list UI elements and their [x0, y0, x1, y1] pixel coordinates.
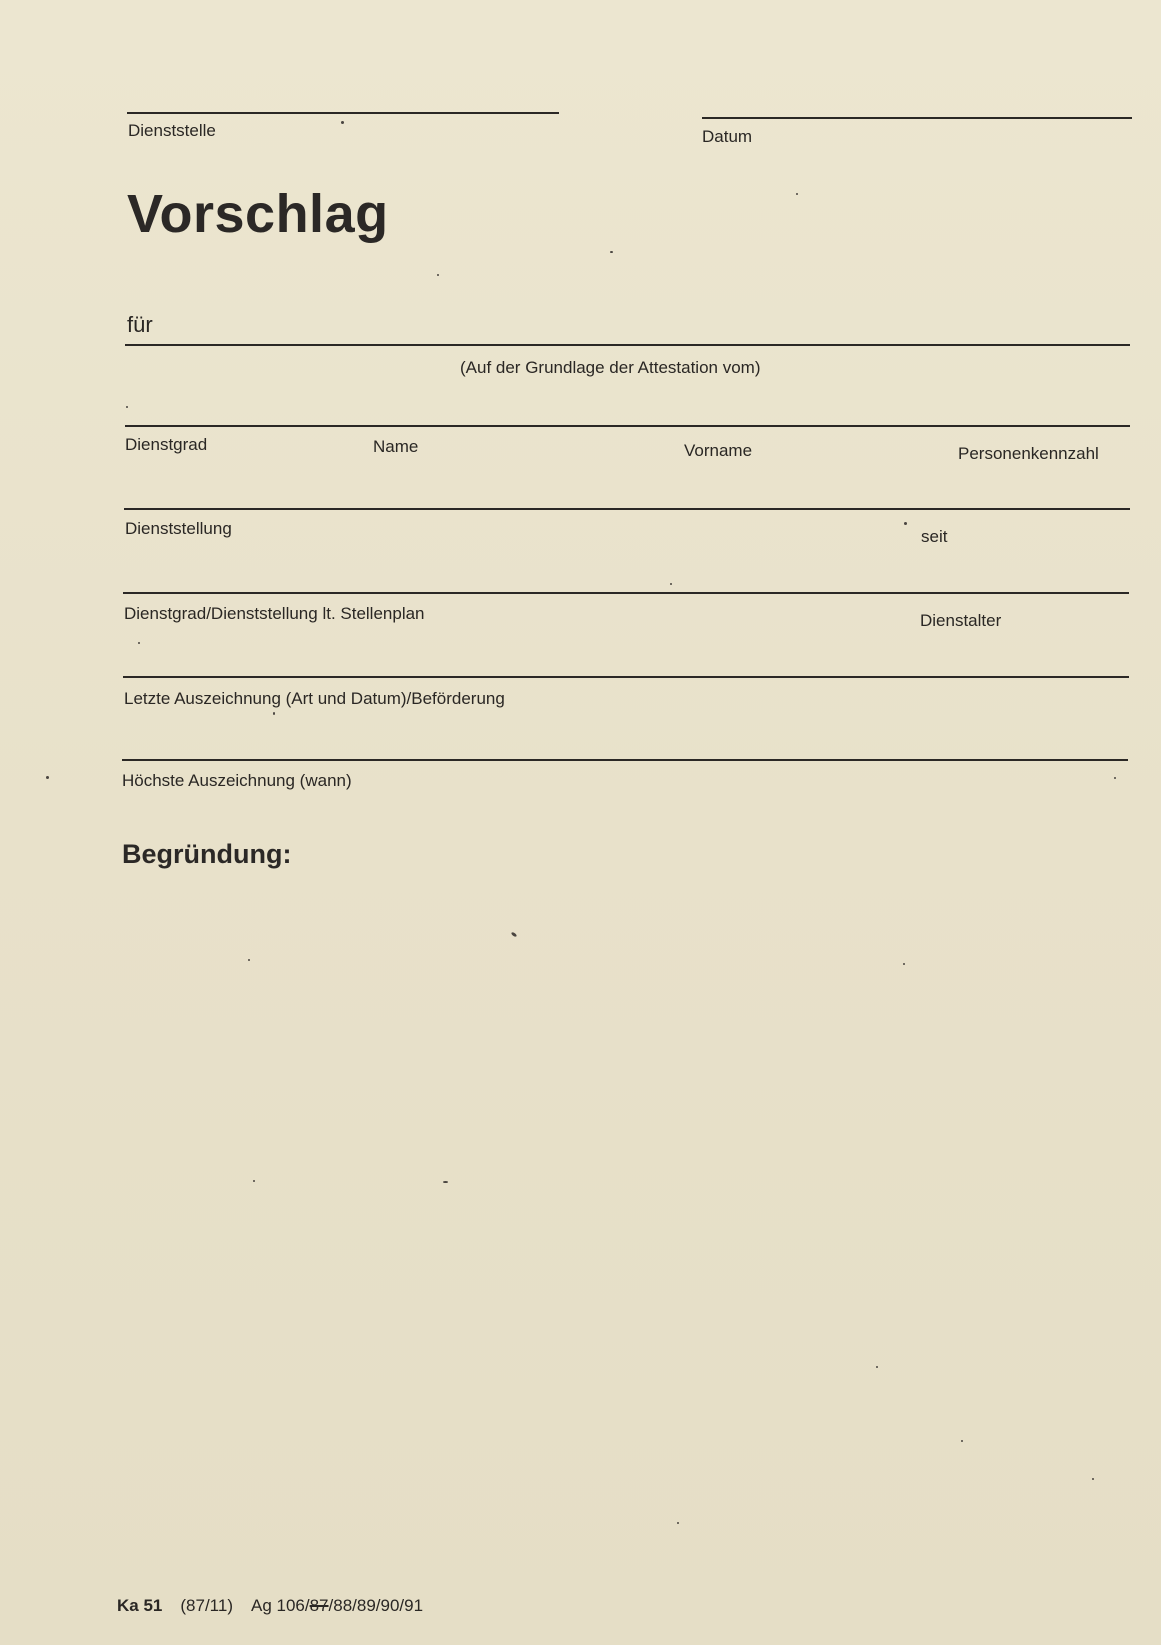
- paper-speck: [670, 583, 672, 585]
- letzte-auszeichnung-field[interactable]: [123, 676, 1129, 678]
- paper-speck: [253, 1180, 255, 1182]
- paper-speck: [1114, 777, 1116, 779]
- paper-speck: [904, 522, 907, 525]
- paper-speck: [248, 959, 250, 961]
- paper-speck: [46, 776, 49, 779]
- datum-field[interactable]: [702, 117, 1132, 119]
- letzte-auszeichnung-label: Letzte Auszeichnung (Art und Datum)/Beförderung: [124, 689, 505, 708]
- paper-speck: [677, 1522, 679, 1524]
- dienststelle-label: Dienststelle: [128, 121, 216, 140]
- dienststellung-field[interactable]: [124, 508, 1130, 510]
- name-label: Name: [373, 437, 419, 456]
- form-code-footer: [117, 1596, 423, 1616]
- fuer-field[interactable]: [125, 344, 1130, 346]
- vorname-label: Vorname: [684, 441, 753, 460]
- personal-data-field[interactable]: [125, 425, 1130, 427]
- begruendung-field[interactable]: [120, 880, 1130, 1570]
- paper-speck: [961, 1440, 963, 1442]
- paper-speck: [610, 251, 613, 253]
- paper-speck: [126, 406, 128, 408]
- page-title: Vorschlag: [127, 184, 389, 244]
- paper-speck: [437, 274, 439, 276]
- paper-speck: [138, 642, 140, 644]
- datum-label: Datum: [702, 127, 753, 146]
- ag-struck-year: 87: [309, 1596, 329, 1615]
- paper-speck: [341, 121, 344, 124]
- ag-prefix: Ag 106/: [250, 1596, 310, 1615]
- paper-speck: [273, 712, 275, 715]
- hoechste-auszeichnung-label: Höchste Auszeichnung (wann): [122, 771, 352, 790]
- stellenplan-label: Dienstgrad/Dienststellung lt. Stellenplan: [124, 604, 425, 623]
- form-code: Ka 51: [117, 1596, 163, 1615]
- dienstgrad-label: Dienstgrad: [125, 435, 208, 454]
- ag-years: /88/89/90/91: [328, 1596, 424, 1615]
- paper-speck: [796, 193, 798, 195]
- paper-speck: [1092, 1478, 1094, 1480]
- grundlage-label: (Auf der Grundlage der Attestation vom): [460, 358, 761, 377]
- stellenplan-field[interactable]: [123, 592, 1129, 594]
- form-edition: (87/11): [180, 1596, 233, 1615]
- personenkennzahl-label: Personenkennzahl: [958, 444, 1099, 463]
- begruendung-heading: Begründung:: [122, 839, 292, 869]
- paper-speck: [443, 1181, 448, 1183]
- seit-label: seit: [921, 527, 948, 546]
- dienststelle-field[interactable]: [127, 112, 559, 114]
- hoechste-auszeichnung-field[interactable]: [122, 759, 1128, 761]
- paper-speck: [903, 963, 905, 965]
- dienstalter-label: Dienstalter: [920, 611, 1002, 630]
- fuer-label: für: [127, 312, 153, 337]
- dienststellung-label: Dienststellung: [125, 519, 232, 538]
- paper-speck: [876, 1366, 878, 1368]
